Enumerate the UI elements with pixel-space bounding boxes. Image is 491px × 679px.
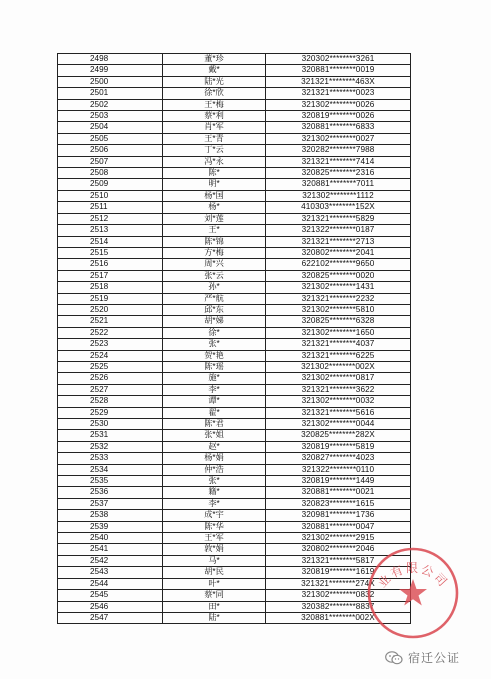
table-row [58,521,411,532]
person-name: 王*梅 [163,99,266,110]
table-row [58,179,411,190]
table-row [58,498,411,509]
person-name: 杨* [163,202,266,213]
person-name: 陈*锦 [163,236,266,247]
row-number: 2505 [58,133,163,144]
table-row [58,384,411,395]
row-number: 2537 [58,498,163,509]
table-row [58,396,411,407]
person-name: 敦*娟 [163,544,266,555]
id-number: 320825********6328 [266,316,411,327]
row-number: 2534 [58,464,163,475]
person-name: 张*云 [163,270,266,281]
id-number: 321302********0032 [266,396,411,407]
id-number: 321302********0817 [266,373,411,384]
person-name: 张* [163,339,266,350]
id-number: 320825********0020 [266,270,411,281]
person-name: 谭* [163,396,266,407]
person-name: 胡*娣 [163,316,266,327]
id-number: 320819********5819 [266,441,411,452]
row-number: 2528 [58,396,163,407]
row-number: 2503 [58,111,163,122]
table-row [58,350,411,361]
table-row [58,111,411,122]
person-name: 仲*浩 [163,464,266,475]
id-number: 320825********282X [266,430,411,441]
table-row [58,316,411,327]
id-number: 320827********4023 [266,453,411,464]
row-number: 2546 [58,601,163,612]
id-number: 321321********7414 [266,156,411,167]
row-number: 2545 [58,590,163,601]
watermark [385,649,460,666]
company-seal [366,546,460,640]
row-number: 2539 [58,521,163,532]
row-number: 2504 [58,122,163,133]
person-name: 成*宇 [163,510,266,521]
table-row [58,327,411,338]
row-number: 2513 [58,225,163,236]
person-name: 叶* [163,578,266,589]
person-name: 蔡*利 [163,111,266,122]
person-name: 刘*莲 [163,213,266,224]
person-name: 马* [163,555,266,566]
row-number: 2540 [58,533,163,544]
id-number: 320881********7011 [266,179,411,190]
table-row [58,270,411,281]
person-name: 张*姐 [163,430,266,441]
person-name: 严*航 [163,293,266,304]
row-number: 2541 [58,544,163,555]
id-number: 320881********002X [266,612,411,623]
row-number: 2532 [58,441,163,452]
table-row [58,213,411,224]
row-number: 2506 [58,145,163,156]
person-name: 杨*国 [163,190,266,201]
id-number: 321321********2232 [266,293,411,304]
row-number: 2535 [58,476,163,487]
row-number: 2518 [58,282,163,293]
row-number: 2527 [58,384,163,395]
table-row [58,54,411,65]
person-name: 肖*军 [163,122,266,133]
person-name: 王*军 [163,533,266,544]
row-number: 2529 [58,407,163,418]
table-row [58,441,411,452]
id-number: 321302********002X [266,361,411,372]
company-seal-graphic [366,546,460,640]
person-name: 翟* [163,407,266,418]
id-number: 320819********1619 [266,567,411,578]
person-name: 周*兴 [163,259,266,270]
row-number: 2530 [58,419,163,430]
table-row [58,202,411,213]
id-number: 321321********463X [266,76,411,87]
table-row [58,419,411,430]
table-row [58,133,411,144]
table-row [58,282,411,293]
person-name: 李* [163,384,266,395]
table-row [58,247,411,258]
row-number: 2498 [58,54,163,65]
id-number: 321302********5810 [266,304,411,315]
table-row [58,567,411,578]
row-number: 2507 [58,156,163,167]
id-number: 320819********0026 [266,111,411,122]
table-row [58,304,411,315]
person-name: 胡*民 [163,567,266,578]
table-row [58,225,411,236]
table-row [58,156,411,167]
id-number: 321322********0187 [266,225,411,236]
row-number: 2509 [58,179,163,190]
row-number: 2542 [58,555,163,566]
id-number: 320802********2046 [266,544,411,555]
person-name: 田* [163,601,266,612]
id-number: 320825********2316 [266,168,411,179]
table-row [58,407,411,418]
id-number: 321302********0027 [266,133,411,144]
row-number: 2514 [58,236,163,247]
person-name: 赵* [163,441,266,452]
row-number: 2536 [58,487,163,498]
id-number: 320981********1736 [266,510,411,521]
table-row [58,259,411,270]
id-number: 320823********1615 [266,498,411,509]
id-number: 320819********1449 [266,476,411,487]
id-number: 321302********1650 [266,327,411,338]
person-name: 籍* [163,487,266,498]
table-row [58,544,411,555]
person-name: 邱*东 [163,304,266,315]
person-name: 明* [163,179,266,190]
id-number: 320802********2041 [266,247,411,258]
row-number: 2543 [58,567,163,578]
table-row [58,168,411,179]
person-name: 陆* [163,612,266,623]
id-number: 321321********6225 [266,350,411,361]
id-number: 321322********0110 [266,464,411,475]
roster-body [58,54,411,624]
person-name: 王* [163,225,266,236]
table-row [58,99,411,110]
table-row [58,122,411,133]
row-number: 2533 [58,453,163,464]
wechat-icon [385,651,403,665]
id-number: 321302********2915 [266,533,411,544]
table-row [58,578,411,589]
row-number: 2508 [58,168,163,179]
table-row [58,65,411,76]
row-number: 2515 [58,247,163,258]
person-name: 陈* [163,168,266,179]
person-name: 徐*欣 [163,88,266,99]
row-number: 2524 [58,350,163,361]
person-name: 丁*云 [163,145,266,156]
person-name: 方*梅 [163,247,266,258]
table-row [58,373,411,384]
person-name: 戴* [163,65,266,76]
id-number: 321302********0044 [266,419,411,430]
table-row [58,76,411,87]
person-name: 陈*瑶 [163,361,266,372]
person-name: 李* [163,498,266,509]
id-number: 321302********0026 [266,99,411,110]
person-name: 冯*永 [163,156,266,167]
row-number: 2516 [58,259,163,270]
row-number: 2547 [58,612,163,623]
id-number: 321321********5817 [266,555,411,566]
id-number: 321321********4037 [266,339,411,350]
table-row [58,430,411,441]
id-number: 320881********6833 [266,122,411,133]
row-number: 2526 [58,373,163,384]
row-number: 2538 [58,510,163,521]
table-row [58,453,411,464]
person-name: 张* [163,476,266,487]
row-number: 2519 [58,293,163,304]
person-name: 陈*华 [163,521,266,532]
table-row [58,293,411,304]
id-number: 321302********1431 [266,282,411,293]
person-name: 徐* [163,327,266,338]
id-number: 622102********9650 [266,259,411,270]
row-number: 2510 [58,190,163,201]
id-number: 320881********0019 [266,65,411,76]
id-number: 321321********5829 [266,213,411,224]
row-number: 2511 [58,202,163,213]
row-number: 2525 [58,361,163,372]
row-number: 2520 [58,304,163,315]
person-name: 陆*光 [163,76,266,87]
person-name: 王*青 [163,133,266,144]
person-name: 董*珍 [163,54,266,65]
row-number: 2499 [58,65,163,76]
id-number: 320881********0021 [266,487,411,498]
seal-text: 业有限公司 [375,561,451,591]
id-number: 320881********0047 [266,521,411,532]
row-number: 2521 [58,316,163,327]
table-row [58,555,411,566]
id-number: 321302********1112 [266,190,411,201]
row-number: 2522 [58,327,163,338]
table-row [58,612,411,623]
row-number: 2500 [58,76,163,87]
id-number: 321302********0832 [266,590,411,601]
id-number: 320302********3261 [266,54,411,65]
table-row [58,487,411,498]
table-row [58,236,411,247]
id-number: 320282********7988 [266,145,411,156]
table-row [58,88,411,99]
table-row [58,510,411,521]
id-number: 321321********2713 [266,236,411,247]
person-name: 杨*娟 [163,453,266,464]
table-row [58,590,411,601]
table-row [58,476,411,487]
row-number: 2531 [58,430,163,441]
person-name: 蔡*同 [163,590,266,601]
row-number: 2544 [58,578,163,589]
person-name: 贺*艳 [163,350,266,361]
table-row [58,533,411,544]
table-row [58,190,411,201]
roster-table [57,53,411,624]
row-number: 2501 [58,88,163,99]
table-row [58,601,411,612]
table-row [58,145,411,156]
person-name: 陈*君 [163,419,266,430]
table-row [58,339,411,350]
id-number: 321321********0023 [266,88,411,99]
id-number: 321321********274X [266,578,411,589]
id-number: 321321********5616 [266,407,411,418]
watermark-text: 宿迁公证 [408,651,461,665]
row-number: 2512 [58,213,163,224]
row-number: 2502 [58,99,163,110]
id-number: 321321********3622 [266,384,411,395]
id-number: 410303********152X [266,202,411,213]
table-row [58,361,411,372]
row-number: 2517 [58,270,163,281]
table-row [58,464,411,475]
person-name: 孙* [163,282,266,293]
row-number: 2523 [58,339,163,350]
id-number: 320382********8837 [266,601,411,612]
person-name: 施* [163,373,266,384]
